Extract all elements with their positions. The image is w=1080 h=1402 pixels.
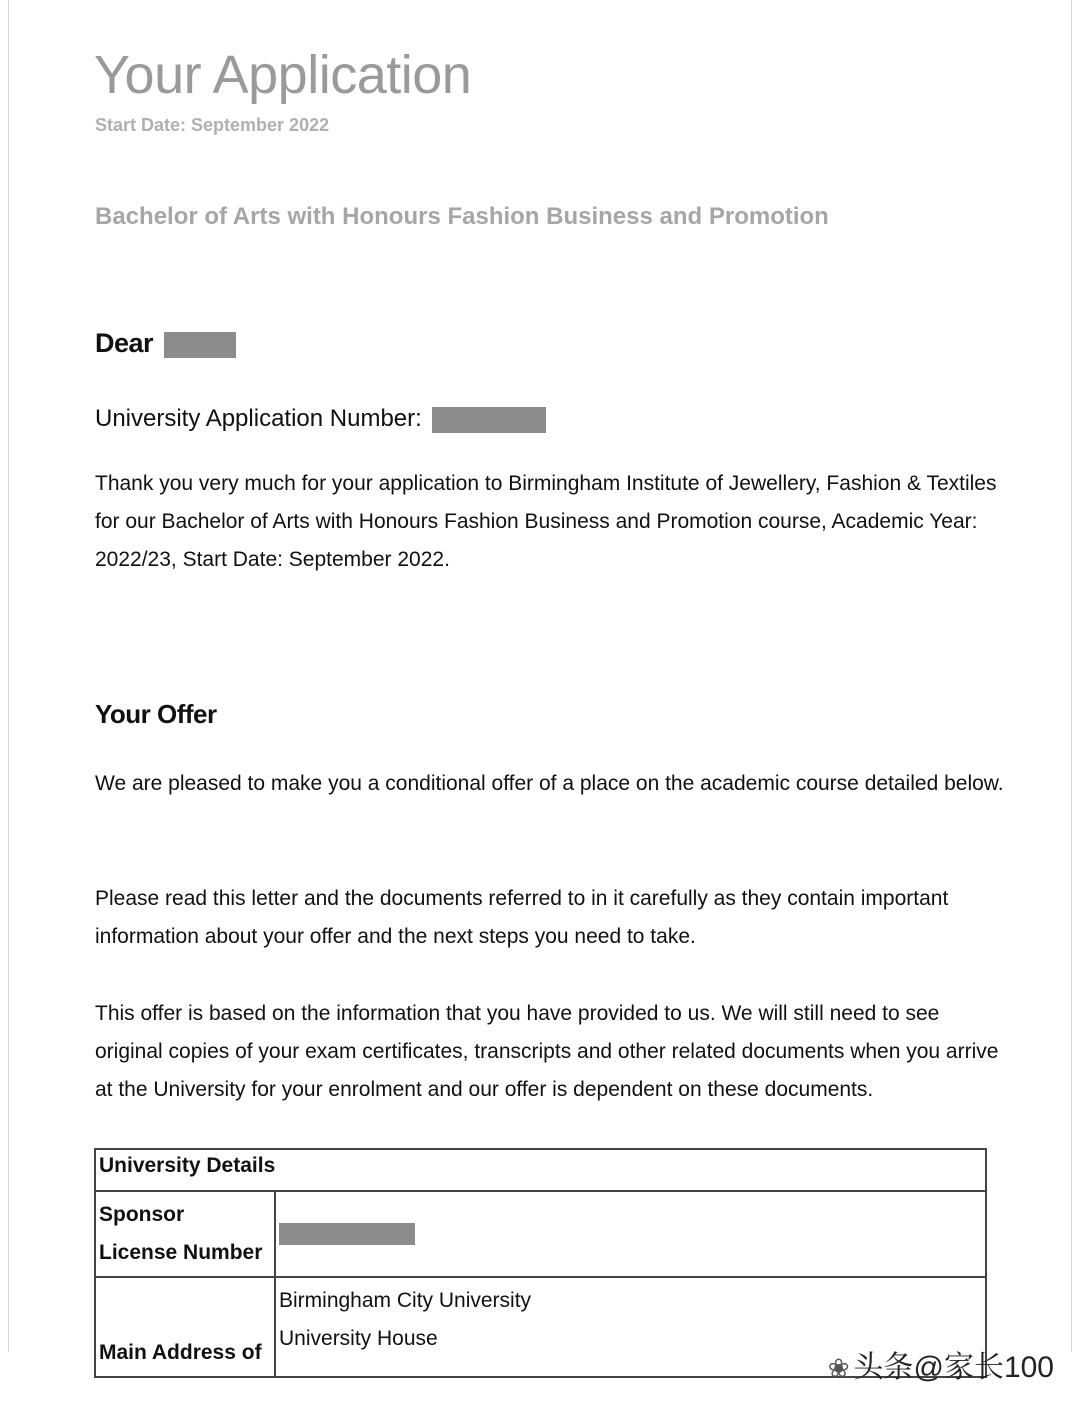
offer-paragraph-2: Please read this letter and the documents referred to in it carefully as they contain important information about your offer and the next steps you need to take.	[95, 887, 949, 948]
wechat-icon: ❀	[827, 1353, 850, 1383]
greeting	[95, 328, 236, 359]
label-line: License Number	[99, 1241, 263, 1264]
application-number	[95, 405, 546, 433]
sponsor-license-label	[95, 1191, 275, 1277]
watermark-text: 头条@家长100	[853, 1351, 1054, 1384]
application-number-label: University Application Number:	[95, 405, 422, 432]
page-title: Your Application	[94, 45, 472, 105]
offer-paragraph-1: We are pleased to make you a conditional offer of a place on the academic course detailed below.	[95, 772, 1004, 795]
main-address-label: Main Address of	[95, 1277, 275, 1377]
table-header-row	[95, 1149, 986, 1191]
offer-heading: Your Offer	[95, 699, 217, 729]
letter-page	[8, 0, 1072, 1364]
label-line: Sponsor	[99, 1203, 185, 1226]
table-header: University Details	[95, 1149, 986, 1191]
table-row	[95, 1191, 986, 1277]
address-line: University House	[279, 1327, 438, 1350]
sponsor-license-value	[275, 1191, 986, 1277]
offer-paragraph-3: This offer is based on the information that you have provided to us. We will still need to see original copies of your exam certificates, transcripts and other related documents when you arrive at the University for your enrolment and our offer is dependent on these documents.	[95, 1002, 999, 1101]
start-date: Start Date: September 2022	[95, 115, 330, 135]
course-title: Bachelor of Arts with Honours Fashion Business and Promotion	[95, 203, 829, 230]
redacted-license-number	[279, 1223, 415, 1245]
redacted-application-number	[432, 407, 546, 433]
redacted-name	[164, 332, 236, 358]
intro-paragraph: Thank you very much for your application to Birmingham Institute of Jewellery, Fashion & Textiles for our Bachelor of Arts with Honours Fashion Business and Promotion course, Academic Year: 2022/23, Start Date: September 2022.	[95, 472, 997, 571]
address-line: Birmingham City University	[279, 1289, 532, 1312]
greeting-text: Dear	[95, 328, 154, 358]
watermark	[828, 1342, 1054, 1386]
